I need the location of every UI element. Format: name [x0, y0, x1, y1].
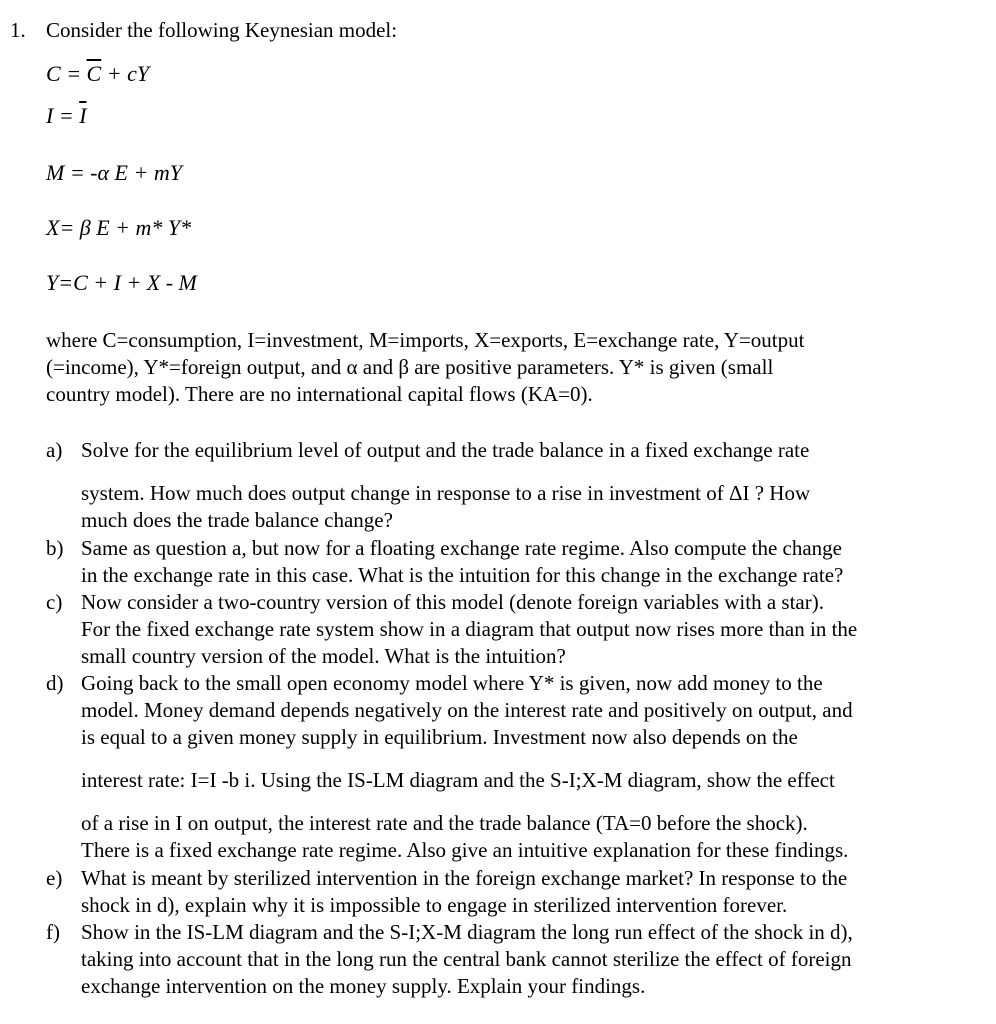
item-e-line: What is meant by sterilized intervention in the foreign exchange market? In response to the [81, 866, 848, 890]
item-d-line: There is a fixed exchange rate regime. Also give an intuitive explanation for these findings. [81, 838, 849, 862]
question-number: 1. [10, 18, 26, 42]
equation-investment [46, 103, 87, 129]
item-a-line: much does the trade balance change? [81, 508, 393, 532]
item-label-e: e) [46, 866, 63, 890]
item-e-line: shock in d), explain why it is impossible to engage in sterilized intervention forever. [81, 893, 788, 917]
item-a-line: system. How much does output change in response to a rise in investment of ΔI ? How [81, 481, 811, 505]
item-f-line: taking into account that in the long run the central bank cannot sterilize the effect of foreign [81, 947, 852, 971]
equation-lhs: C [46, 61, 61, 86]
item-label-f: f) [46, 920, 60, 944]
item-d-line: Going back to the small open economy model where Y* is given, now add money to the [81, 671, 823, 695]
equation-lhs: I [46, 103, 54, 128]
equation-eq: = [60, 61, 87, 86]
item-c-line: Now consider a two-country version of this model (denote foreign variables with a star). [81, 590, 824, 614]
equation-imports: M = -α E + mY [46, 160, 182, 185]
definitions-line: where C=consumption, I=investment, M=imports, X=exports, E=exchange rate, Y=output [46, 328, 805, 352]
question-intro: Consider the following Keynesian model: [46, 18, 398, 42]
item-d-line: of a rise in I on output, the interest rate and the trade balance (TA=0 before the shock). [81, 811, 808, 835]
item-c-line: small country version of the model. What is the intuition? [81, 644, 566, 668]
item-d-line: interest rate: I=I -b i. Using the IS-LM diagram and the S-I;X-M diagram, show the effect [81, 768, 835, 792]
item-d-line: model. Money demand depends negatively on the interest rate and positively on output, and [81, 698, 853, 722]
definitions-line: country model). There are no international capital flows (KA=0). [46, 382, 593, 406]
item-label-d: d) [46, 671, 64, 695]
item-a-line: Solve for the equilibrium level of output and the trade balance in a fixed exchange rate [81, 438, 810, 462]
item-d-line: is equal to a given money supply in equilibrium. Investment now also depends on the [81, 725, 798, 749]
definitions-line: (=income), Y*=foreign output, and α and β are positive parameters. Y* is given (small [46, 355, 774, 379]
equation-output: Y=C + I + X - M [46, 270, 197, 295]
equation-rest: + cY [101, 61, 150, 86]
item-c-line: For the fixed exchange rate system show in a diagram that output now rises more than in the [81, 617, 858, 641]
item-label-c: c) [46, 590, 63, 614]
item-b-line: in the exchange rate in this case. What is the intuition for this change in the exchange rate? [81, 563, 844, 587]
equation-bar-term: $\overline{I}$ [79, 103, 87, 128]
equation-consumption [46, 61, 149, 87]
item-b-line: Same as question a, but now for a floating exchange rate regime. Also compute the change [81, 536, 843, 560]
item-f-line: Show in the IS-LM diagram and the S-I;X-M diagram the long run effect of the shock in d), [81, 920, 853, 944]
equation-eq: = [53, 103, 80, 128]
item-f-line: exchange intervention on the money supply. Explain your findings. [81, 974, 646, 998]
equation-bar-term: $\overline{C}$ [86, 61, 102, 86]
item-label-b: b) [46, 536, 64, 560]
item-label-a: a) [46, 438, 63, 462]
equation-exports: X= β E + m* Y* [46, 215, 192, 240]
